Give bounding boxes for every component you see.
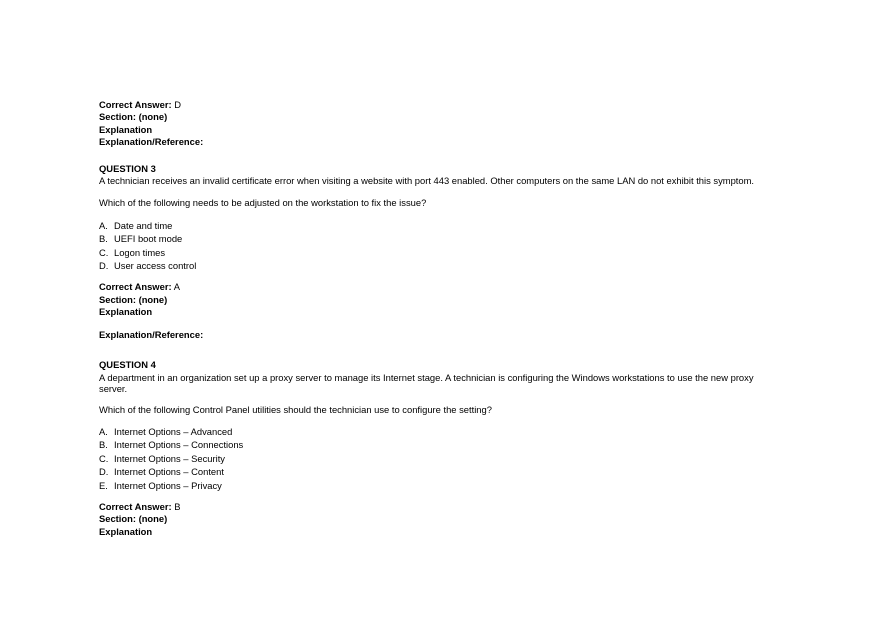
answer-option bbox=[99, 232, 769, 245]
correct-answer-value: D bbox=[174, 99, 181, 110]
option-text: User access control bbox=[114, 260, 197, 272]
option-letter: A. bbox=[99, 425, 108, 437]
answer-option bbox=[99, 246, 769, 259]
option-letter: B. bbox=[99, 439, 108, 451]
answer-option bbox=[99, 438, 769, 451]
option-letter: C. bbox=[99, 452, 109, 464]
answer-option bbox=[99, 425, 769, 438]
correct-answer-line bbox=[99, 501, 769, 513]
question-title: QUESTION 3 bbox=[99, 162, 156, 174]
answer-option bbox=[99, 259, 769, 272]
option-text: Logon times bbox=[114, 246, 166, 258]
section-line: Section: (none) bbox=[99, 293, 168, 305]
option-text: Internet Options – Advanced bbox=[114, 425, 233, 437]
option-letter: C. bbox=[99, 246, 109, 258]
question-stem: A technician receives an invalid certificate error when visiting a website with port 443 enabled. Other computers on the same LAN do not exhibit this symptom. bbox=[99, 175, 755, 187]
correct-answer-label: Correct Answer: bbox=[99, 500, 172, 512]
question-stem: A department in an organization set up a proxy server to manage its Internet stage. A technician is configuring the Windows workstations to use the new proxy server. bbox=[99, 371, 754, 394]
option-letter: B. bbox=[99, 233, 108, 245]
option-text: Internet Options – Connections bbox=[114, 439, 244, 451]
option-text: Internet Options – Content bbox=[114, 466, 224, 478]
correct-answer-label: Correct Answer: bbox=[99, 281, 172, 293]
option-letter: D. bbox=[99, 260, 109, 272]
question-prompt: Which of the following Control Panel utilities should the technician use to configure the setting? bbox=[99, 403, 492, 415]
option-text: Internet Options – Security bbox=[114, 452, 225, 464]
correct-answer-line bbox=[99, 281, 769, 293]
correct-answer-label: Correct Answer: bbox=[99, 99, 172, 110]
section-line: Section: (none) bbox=[99, 513, 168, 525]
explanation-heading: Explanation bbox=[99, 123, 153, 135]
answer-option bbox=[99, 479, 769, 492]
explanation-heading: Explanation bbox=[99, 525, 153, 537]
answer-option bbox=[99, 452, 769, 465]
option-letter: E. bbox=[99, 479, 108, 491]
explanation-reference-heading: Explanation/Reference: bbox=[99, 328, 204, 340]
question-title: QUESTION 4 bbox=[99, 359, 156, 371]
explanation-heading: Explanation bbox=[99, 306, 153, 318]
correct-answer-line bbox=[99, 99, 769, 111]
correct-answer-value: A bbox=[173, 281, 180, 293]
option-letter: D. bbox=[99, 466, 109, 478]
option-text: Internet Options – Privacy bbox=[114, 479, 222, 491]
explanation-reference-heading: Explanation/Reference: bbox=[99, 136, 204, 148]
answer-option bbox=[99, 219, 769, 232]
option-text: UEFI boot mode bbox=[114, 233, 183, 245]
answer-option bbox=[99, 465, 769, 478]
question-prompt: Which of the following needs to be adjusted on the workstation to fix the issue? bbox=[99, 197, 427, 209]
correct-answer-value: B bbox=[174, 500, 181, 512]
option-letter: A. bbox=[99, 219, 108, 231]
option-text: Date and time bbox=[114, 219, 173, 231]
section-line: Section: (none) bbox=[99, 111, 168, 123]
document-page bbox=[99, 99, 769, 538]
